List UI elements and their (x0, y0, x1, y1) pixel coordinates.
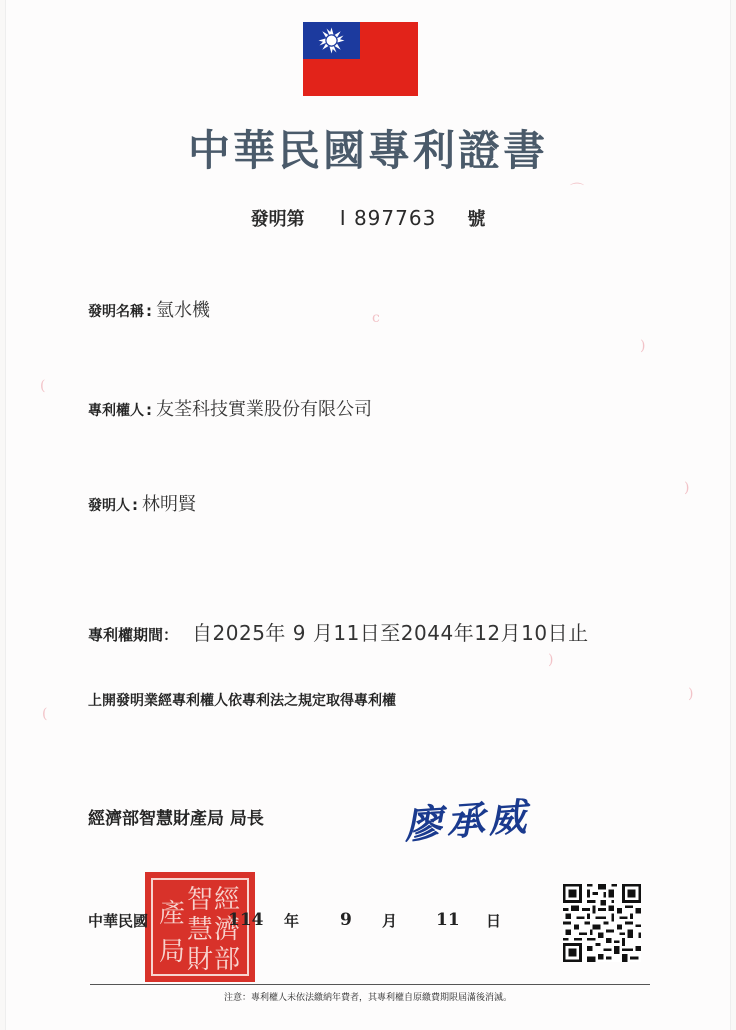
svg-text:部: 部 (213, 945, 241, 975)
patentee-row (88, 395, 372, 421)
paper-fiber: ( (42, 706, 48, 722)
svg-text:產: 產 (158, 899, 186, 929)
director-title: 經濟部智慧財產局 局長 (88, 809, 264, 829)
colon: : (146, 401, 152, 419)
svg-text:智: 智 (186, 885, 214, 915)
invention-name-row (88, 296, 210, 322)
certificate-title: 中華民國專利證書 (187, 126, 548, 175)
invention-name: 氫水機 (156, 300, 210, 321)
patent-number: I 897763 (339, 206, 437, 230)
colon: : (132, 496, 138, 514)
paper-fiber: ) (640, 338, 646, 354)
paper-fiber: ) (684, 480, 690, 496)
date-era: 中華民國 (88, 912, 149, 930)
svg-text:濟: 濟 (213, 915, 241, 945)
paper-fiber: ) (688, 686, 694, 702)
date-year: 114 (228, 910, 264, 930)
paper-fiber: c (372, 310, 380, 326)
patentee: 友荃科技實業股份有限公司 (156, 399, 372, 420)
patent-number-suffix: 號 (467, 209, 486, 230)
svg-text:經: 經 (213, 885, 241, 915)
date-year-unit: 年 (284, 912, 300, 930)
roc-flag-icon (303, 22, 418, 96)
inventor: 林明賢 (142, 494, 196, 515)
grant-statement: 上開發明業經專利權人依專利法之規定取得專利權 (88, 693, 396, 709)
paper-fiber: ( (40, 378, 46, 394)
colon: : (146, 302, 152, 320)
invention-name-label: 發明名稱 (88, 304, 144, 320)
svg-text:慧: 慧 (186, 915, 214, 945)
inventor-row (88, 490, 196, 516)
paper-fiber: ⌒ (570, 183, 584, 199)
qr-code-icon (563, 884, 641, 962)
date-day: 11 (436, 910, 460, 930)
patent-term-row (88, 617, 589, 646)
date-month-unit: 月 (382, 912, 398, 930)
director-signature: 廖承威 (402, 793, 532, 848)
patent-term-value: 自2025年 9 月11日至2044年12月10日止 (192, 621, 589, 645)
date-day-unit: 日 (486, 912, 502, 930)
svg-text:局: 局 (158, 937, 186, 967)
patent-term-label: 專利權期間： (88, 626, 179, 644)
patent-number-label: 發明第 (250, 209, 305, 230)
footer-divider (90, 984, 650, 985)
date-month: 9 (340, 910, 352, 930)
patentee-label: 專利權人 (88, 403, 144, 419)
inventor-label: 發明人 (88, 498, 130, 514)
patent-number-line (0, 205, 736, 231)
paper-fiber: ) (548, 652, 554, 668)
svg-text:財: 財 (186, 945, 214, 975)
footer-note: 注意：專利權人未依法繳納年費者，其專利權自原繳費期限屆滿後消滅。 (223, 993, 512, 1003)
